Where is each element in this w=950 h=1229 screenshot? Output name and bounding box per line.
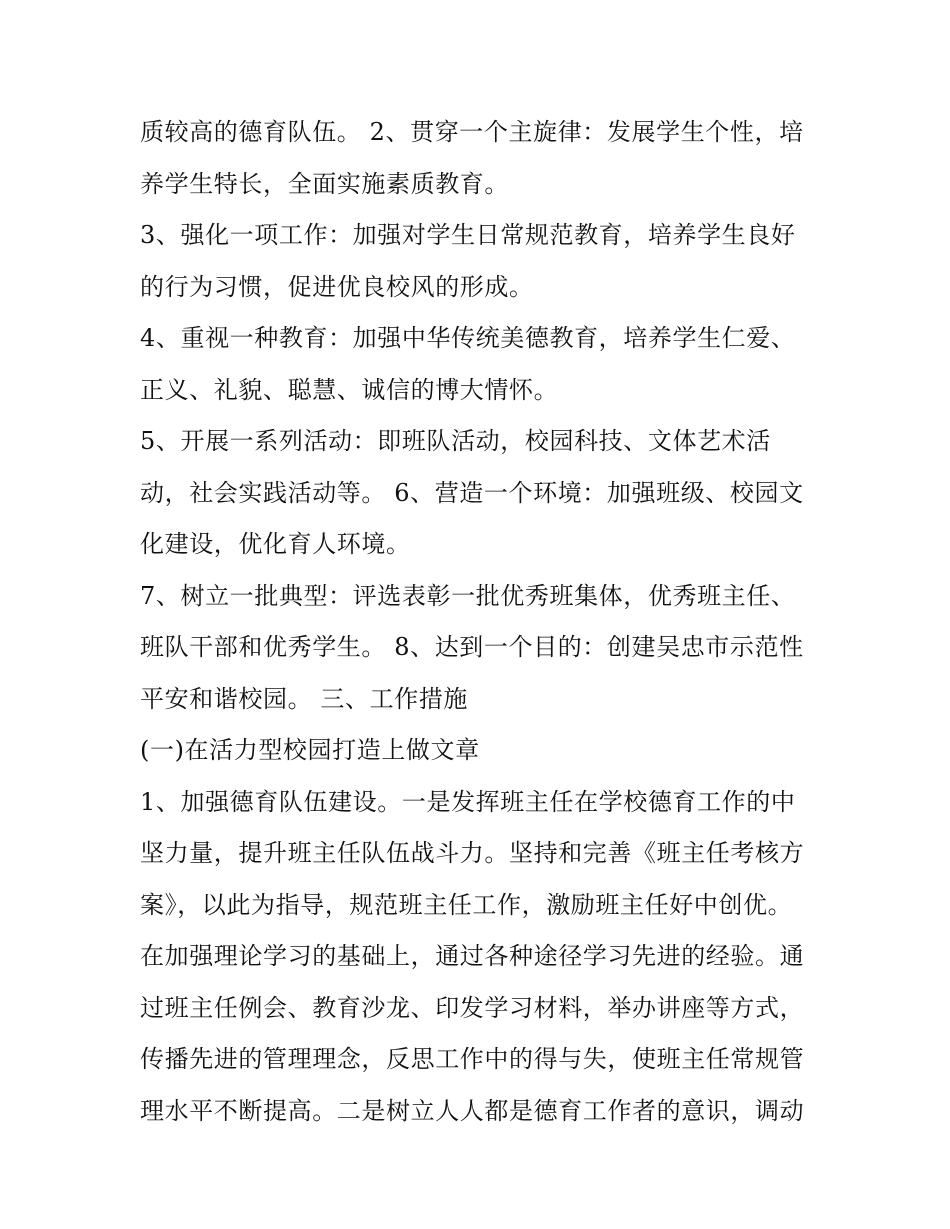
section-heading: (一)在活力型校园打造上做文章 — [140, 736, 480, 764]
text-line: 理水平不断提高。二是树立人人都是德育工作者的意识，调动 — [140, 1096, 805, 1125]
text-line: 在加强理论学习的基础上，通过各种途径学习先进的经验。通 — [140, 942, 805, 970]
text-line: 1、加强德育队伍建设。一是发挥班主任在学校德育工作的中 — [140, 787, 796, 816]
text-line: 4、重视一种教育：加强中华传统美德教育，培养学生仁爱、 — [140, 324, 796, 352]
text-line: 5、开展一系列活动：即班队活动，校园科技、文体艺术活 — [140, 427, 771, 455]
text-line: 的行为习惯，促进优良校风的形成。 — [140, 272, 534, 301]
text-line: 动，社会实践活动等。 6、营造一个环境：加强班级、校园文 — [140, 478, 804, 507]
text-line: 3、强化一项工作：加强对学生日常规范教育，培养学生良好 — [140, 221, 796, 249]
text-line: 化建设，优化育人环境。 — [140, 530, 411, 558]
text-line: 过班主任例会、教育沙龙、印发学习材料，举办讲座等方式， — [140, 993, 805, 1022]
text-line: 班队干部和优秀学生。 8、达到一个目的：创建吴忠市示范性 — [140, 633, 804, 661]
text-line: 养学生特长，全面实施素质教育。 — [140, 169, 509, 198]
document-body — [140, 107, 820, 1137]
text-line: 坚力量，提升班主任队伍战斗力。坚持和完善《班主任考核方 — [140, 839, 805, 867]
text-line: 正义、礼貌、聪慧、诚信的博大情怀。 — [140, 375, 559, 404]
text-line: 传播先进的管理理念，反思工作中的得与失，使班主任常规管 — [140, 1045, 805, 1073]
text-line: 平安和谐校园。 三、工作措施 — [140, 684, 469, 713]
text-line: 案》，以此为指导，规范班主任工作，激励班主任好中创优。 — [140, 890, 793, 919]
text-line: 质较高的德育队伍。 2、贯穿一个主旋律：发展学生个性，培 — [140, 118, 804, 146]
text-line: 7、树立一批典型：评选表彰一批优秀班集体，优秀班主任、 — [140, 581, 796, 610]
